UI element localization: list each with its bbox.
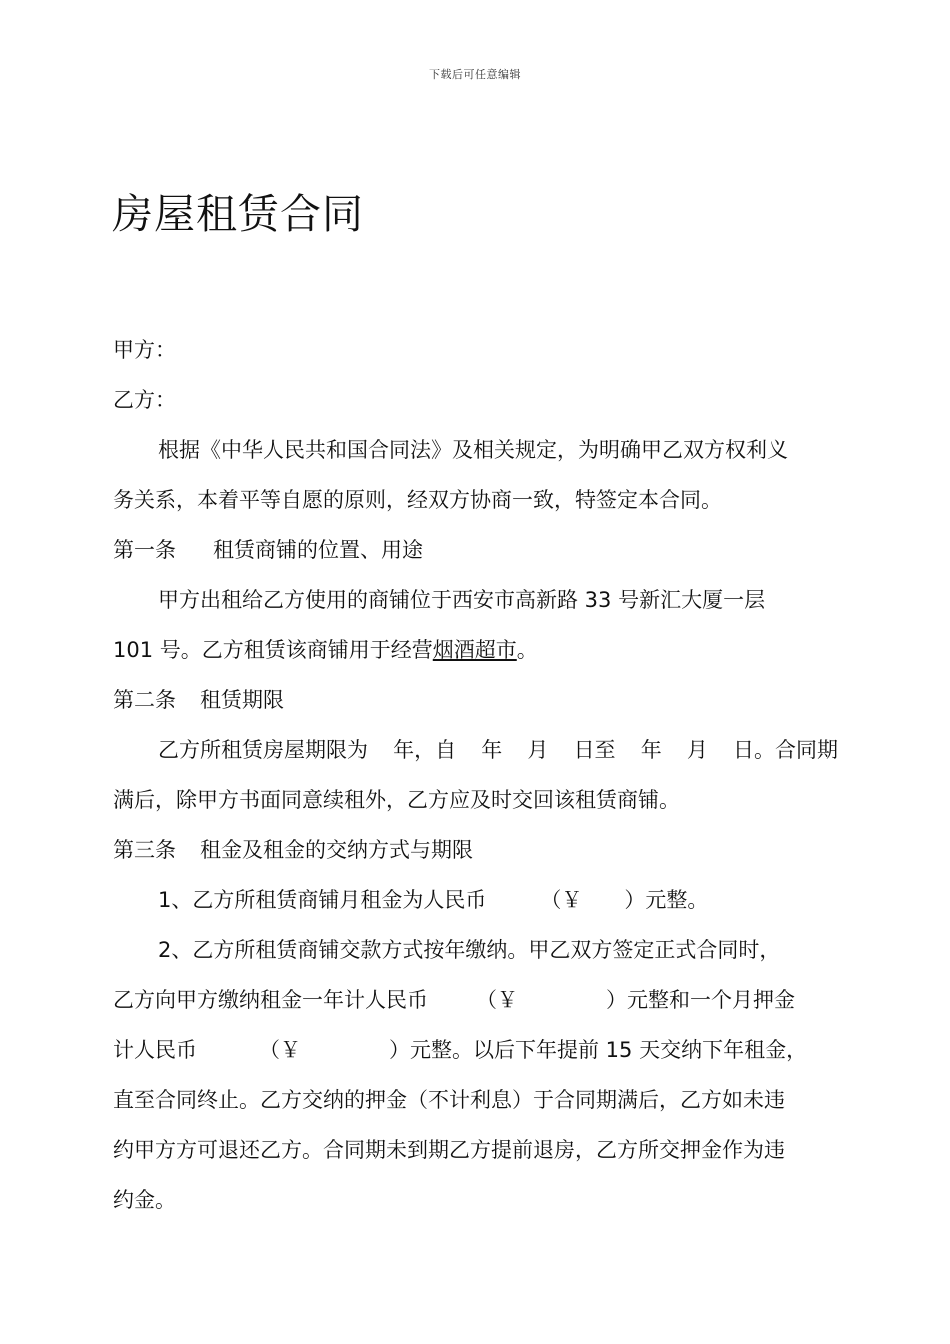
lease-term-part: 年	[640, 738, 662, 762]
article-3-item-2-line-6: 约金。	[113, 1188, 176, 1212]
article-1-line-2	[113, 625, 838, 675]
article-number: 第三条	[113, 838, 176, 862]
preamble-line-2: 务关系，本着平等自愿的原则，经双方协商一致，特签定本合同。	[113, 488, 722, 512]
item-1-yen: （￥	[540, 888, 583, 912]
article-heading-text: 租金及租金的交纳方式与期限	[200, 838, 473, 862]
lease-term-part: 月	[686, 738, 708, 762]
preamble-line-1: 根据《中华人民共和国合同法》及相关规定，为明确甲乙双方权利义	[158, 438, 788, 462]
header-note: 下载后可任意编辑	[429, 68, 521, 81]
party-b-line: 乙方：	[113, 388, 176, 412]
item-2-line-3-suffix: ）元整。以后下年提前 15 天交纳下年租金，	[389, 1038, 808, 1062]
lease-term-part: 月	[527, 738, 549, 762]
item-2-line-3-prefix: 计人民币	[113, 1038, 197, 1062]
article-heading-text: 租赁期限	[200, 688, 284, 712]
article-heading-text: 租赁商铺的位置、用途	[213, 538, 423, 562]
item-1-suffix: ）元整。	[624, 888, 709, 912]
article-1-line-2-suffix: 。	[516, 638, 538, 662]
article-3-item-2-line-3	[113, 1025, 838, 1075]
lease-term-part: 年	[481, 738, 503, 762]
article-1-line-1: 甲方出租给乙方使用的商铺位于西安市高新路 33 号新汇大厦一层	[158, 588, 766, 612]
article-3-item-2-line-1: 2、乙方所租赁商铺交款方式按年缴纳。甲乙双方签定正式合同时，	[158, 938, 781, 962]
article-2-line-2: 满后，除甲方书面同意续租外，乙方应及时交回该租赁商铺。	[113, 788, 680, 812]
item-2-line-2-prefix: 乙方向甲方缴纳租金一年计人民币	[113, 988, 428, 1012]
lease-term-part: 日。合同期	[732, 738, 838, 762]
article-1-line-2-prefix: 101 号。乙方租赁该商铺用于经营	[113, 638, 433, 662]
article-number: 第二条	[113, 688, 176, 712]
party-a-line: 甲方：	[113, 338, 176, 362]
article-2-line-1	[113, 725, 838, 775]
article-2-heading	[113, 675, 838, 725]
lease-term-part: 乙方所租赁房屋期限为	[158, 738, 368, 762]
item-2-line-3-yen: （￥	[259, 1038, 301, 1062]
item-2-line-2-yen: （￥	[476, 988, 518, 1012]
article-3-item-2-line-2	[113, 975, 838, 1025]
article-3-heading	[113, 825, 838, 875]
article-3-item-2-line-5: 约甲方方可退还乙方。合同期未到期乙方提前退房，乙方所交押金作为违	[113, 1138, 785, 1162]
article-3-item-1	[113, 875, 838, 925]
business-type-underlined: 烟酒超市	[432, 638, 517, 662]
article-1-heading	[113, 525, 838, 575]
contract-body	[113, 325, 838, 1225]
article-number: 第一条	[113, 538, 176, 562]
article-3-item-2-line-4: 直至合同终止。乙方交纳的押金（不计利息）于合同期满后，乙方如未违	[113, 1088, 785, 1112]
lease-term-part: 日至	[573, 738, 616, 762]
document-title: 房屋租赁合同	[112, 190, 364, 238]
lease-term-part: 年，自	[393, 738, 457, 762]
item-1-prefix: 1、乙方所租赁商铺月租金为人民币	[158, 888, 487, 912]
item-2-line-2-suffix: ）元整和一个月押金	[606, 988, 795, 1012]
